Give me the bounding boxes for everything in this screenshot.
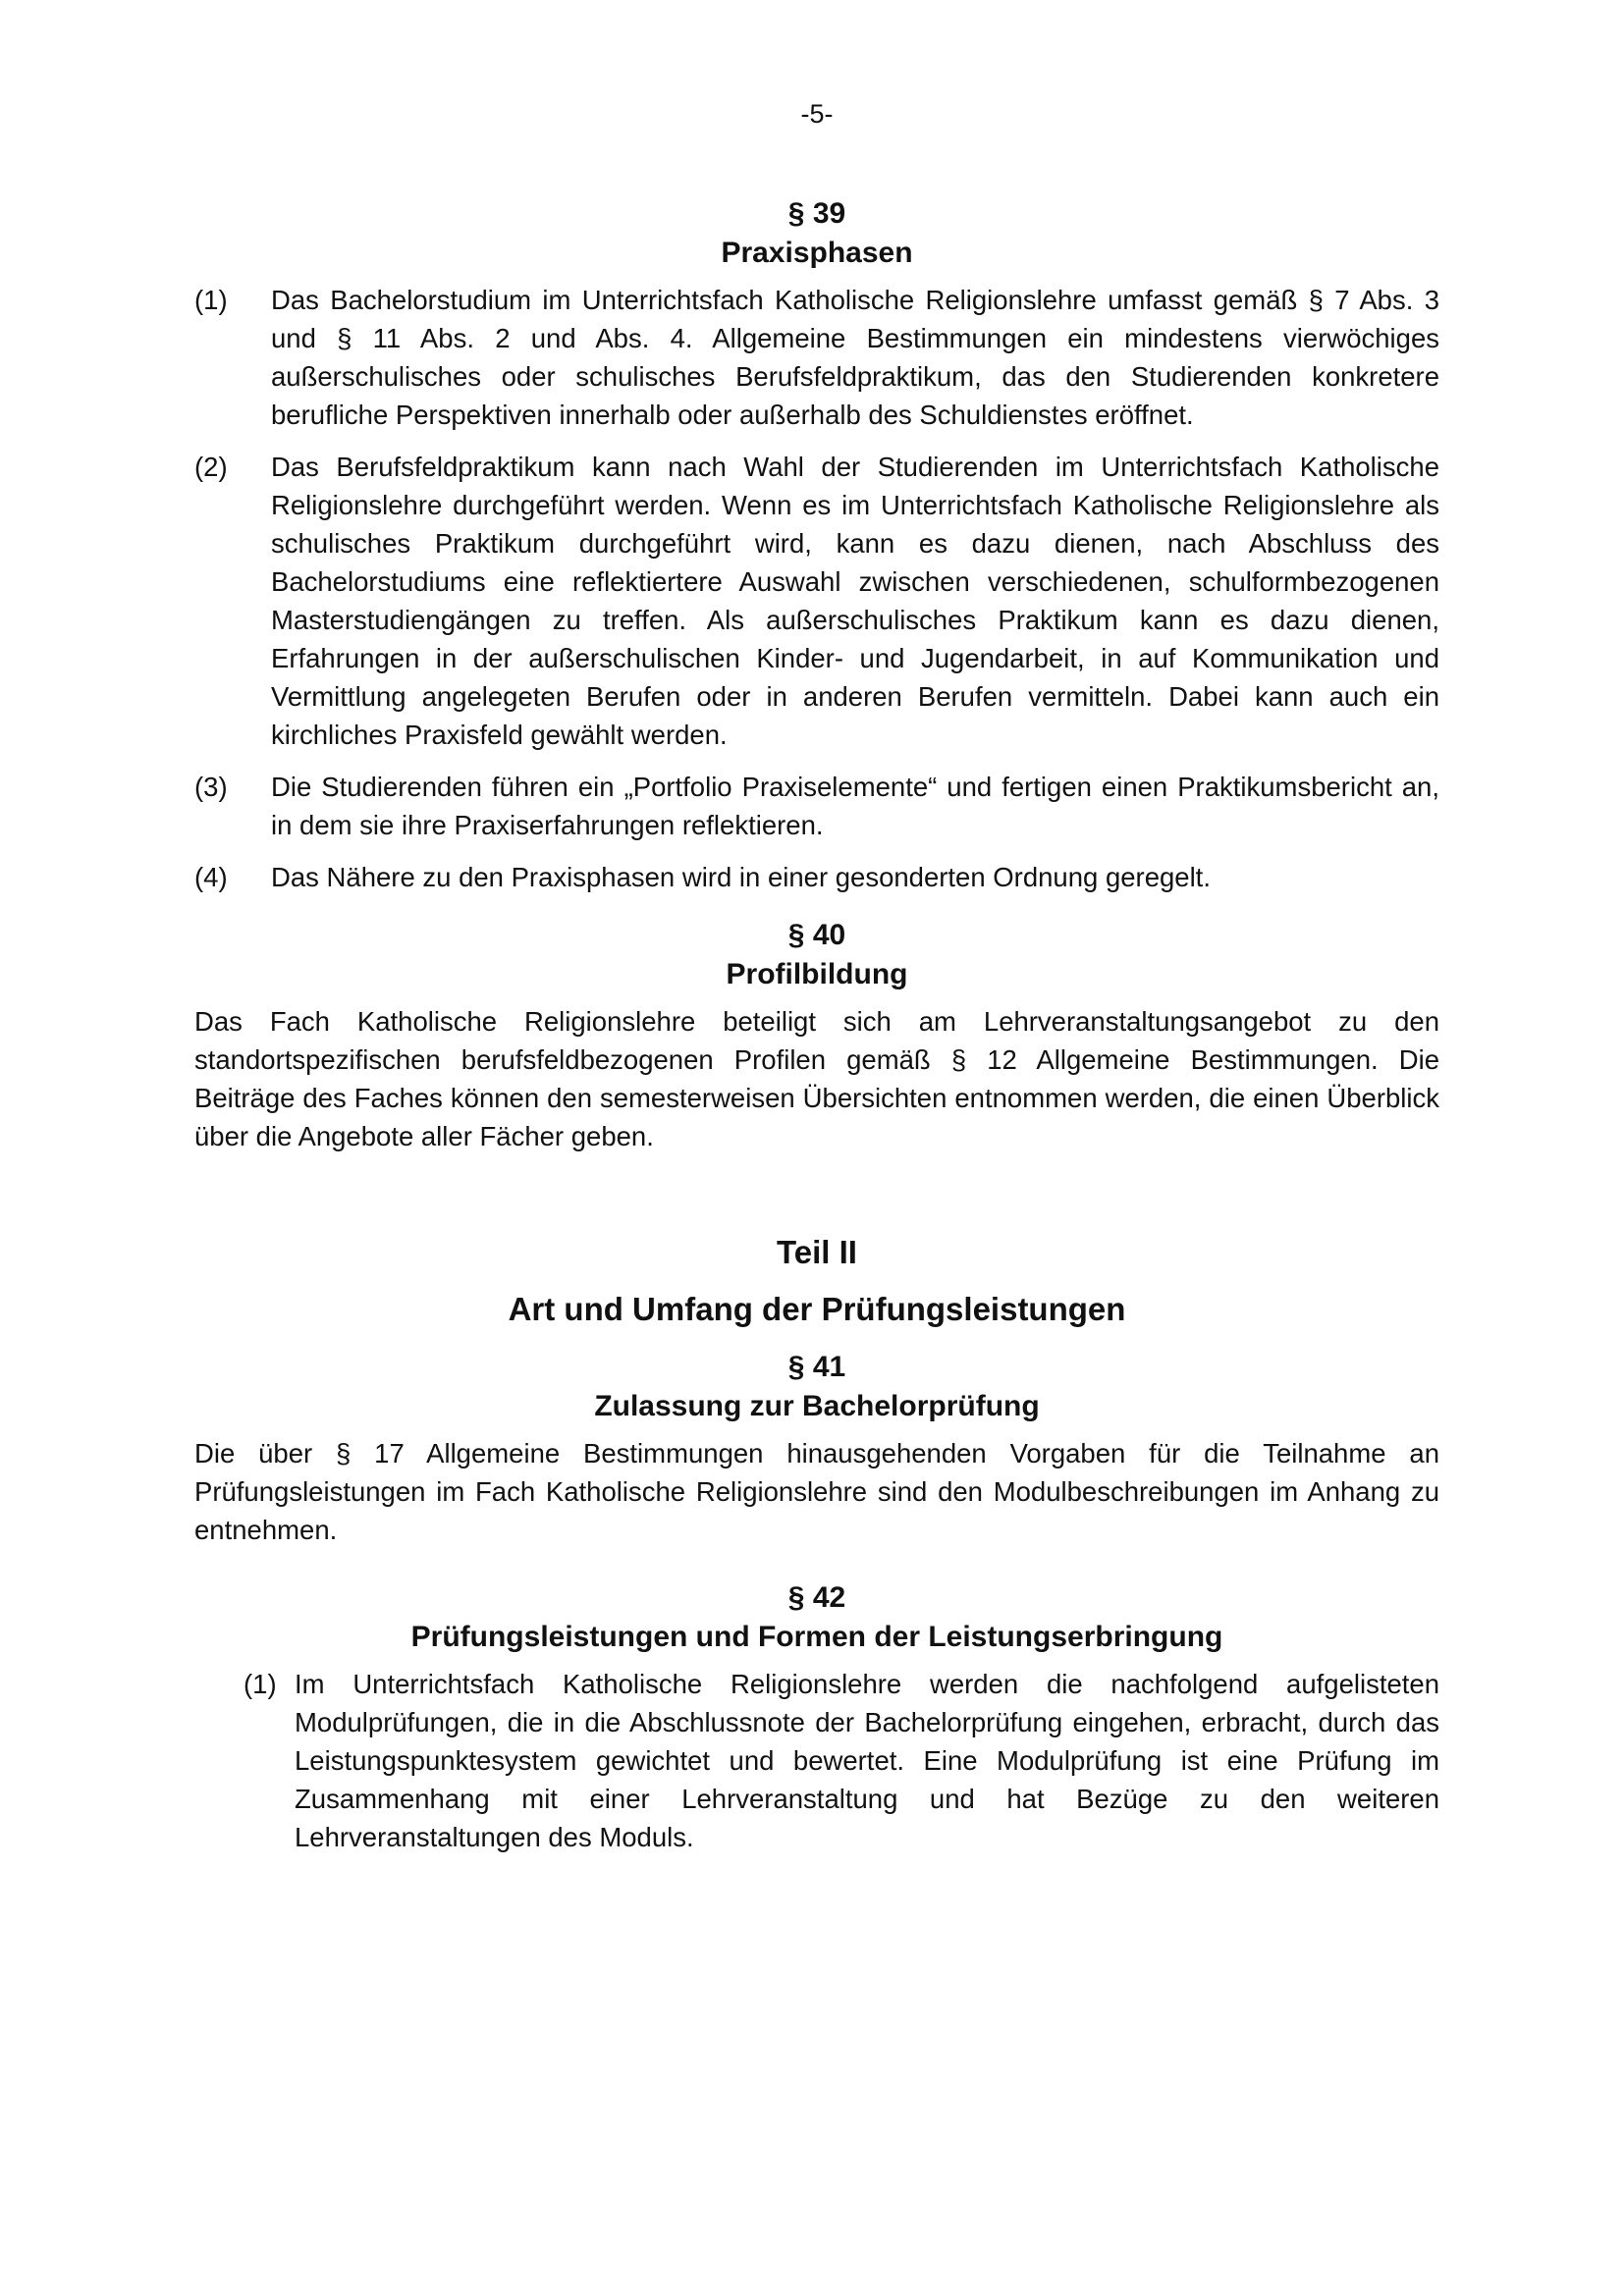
document-page xyxy=(194,0,1439,2296)
page-number: -5- xyxy=(800,99,834,129)
part-2-title: Teil II xyxy=(777,1234,857,1270)
section-42-title: Prüfungsleistungen und Formen der Leistungserbringung xyxy=(410,1621,1223,1653)
part-2-subtitle: Art und Umfang der Prüfungsleistungen xyxy=(508,1291,1126,1327)
section-40 xyxy=(194,916,1439,1155)
item-text: Das Bachelorstudium im Unterrichtsfach Katholische Religionslehre umfasst gemäß § 7 Abs. 3 und § 11 Abs. 2 und Abs. 4. Allgemeine Bestimmungen ein mindestens vierwöchiges außerschulisches oder schulisches Berufsfeldpraktikum, das den Studierenden konkretere berufliche Perspektiven innerhalb oder außerhalb des Schuldienstes eröffnet. xyxy=(271,285,1439,430)
section-39-item-4 xyxy=(194,858,1439,896)
section-39 xyxy=(194,194,1439,896)
page-content xyxy=(194,194,1439,1856)
section-40-text: Das Fach Katholische Religionslehre beteiligt sich am Lehrveranstaltungsangebot zu den standortspezifischen berufsfeldbezogenen Profilen gemäß § 12 Allgemeine Bestimmungen. Die Beiträge des Faches können den semesterweisen Übersichten entnommen werden, die einen Überblick über die Angebote aller Fächer geben. xyxy=(194,1006,1439,1151)
item-number: (1) xyxy=(194,285,228,315)
section-41-text: Die über § 17 Allgemeine Bestimmungen hinausgehenden Vorgaben für die Teilnahme an Prüfungsleistungen im Fach Katholische Religionslehre sind den Modulbeschreibungen im Anhang zu entnehmen. xyxy=(194,1438,1439,1545)
section-39-number: § 39 xyxy=(787,197,846,230)
item-text: Das Nähere zu den Praxisphasen wird in einer gesonderten Ordnung geregelt. xyxy=(271,862,1211,892)
section-40-title: Profilbildung xyxy=(726,958,908,990)
section-39-title: Praxisphasen xyxy=(721,237,913,269)
item-text: Die Studierenden führen ein „Portfolio Praxiselemente“ und fertigen einen Praktikumsbericht an, in dem sie ihre Praxiserfahrungen reflektieren. xyxy=(271,772,1439,840)
section-42 xyxy=(194,1578,1439,1856)
section-39-item-3 xyxy=(194,768,1439,844)
section-42-item-1 xyxy=(244,1665,1439,1856)
section-40-number: § 40 xyxy=(787,919,846,951)
section-41-number: § 41 xyxy=(787,1351,846,1383)
section-39-item-2 xyxy=(194,448,1439,754)
item-number: (1) xyxy=(244,1669,277,1699)
section-42-number: § 42 xyxy=(787,1581,846,1614)
item-text: Im Unterrichtsfach Katholische Religionslehre werden die nachfolgend aufgelisteten Modulprüfungen, die in die Abschlussnote der Bachelorprüfung eingehen, erbracht, durch das Leistungspunktesystem gewichtet und bewertet. Eine Modulprüfung ist eine Prüfung im Zusammenhang mit einer Lehrveranstaltung und hat Bezüge zu den weiteren Lehrveranstaltungen des Moduls. xyxy=(295,1669,1439,1852)
item-text: Das Berufsfeldpraktikum kann nach Wahl der Studierenden im Unterrichtsfach Katholische Religionslehre durchgeführt werden. Wenn es im Unterrichtsfach Katholische Religionslehre als schulisches Praktikum durchgeführt wird, kann es dazu dienen, nach Abschluss des Bachelorstudiums eine reflektiertere Auswahl zwischen verschiedenen, schulformbezogenen Masterstudiengängen zu treffen. Als außerschulisches Praktikum kann es dazu dienen, Erfahrungen in der außerschulischen Kinder- und Jugendarbeit, in auf Kommunikation und Vermittlung angelegeten Berufen oder in anderen Berufen vermitteln. Dabei kann auch ein kirchliches Praxisfeld gewählt werden. xyxy=(271,452,1439,750)
item-number: (2) xyxy=(194,452,228,482)
section-41-title: Zulassung zur Bachelorprüfung xyxy=(594,1390,1040,1422)
section-39-item-1 xyxy=(194,281,1439,434)
item-number: (3) xyxy=(194,772,228,802)
item-number: (4) xyxy=(194,862,228,892)
section-41 xyxy=(194,1348,1439,1549)
part-2-heading xyxy=(194,1232,1439,1330)
